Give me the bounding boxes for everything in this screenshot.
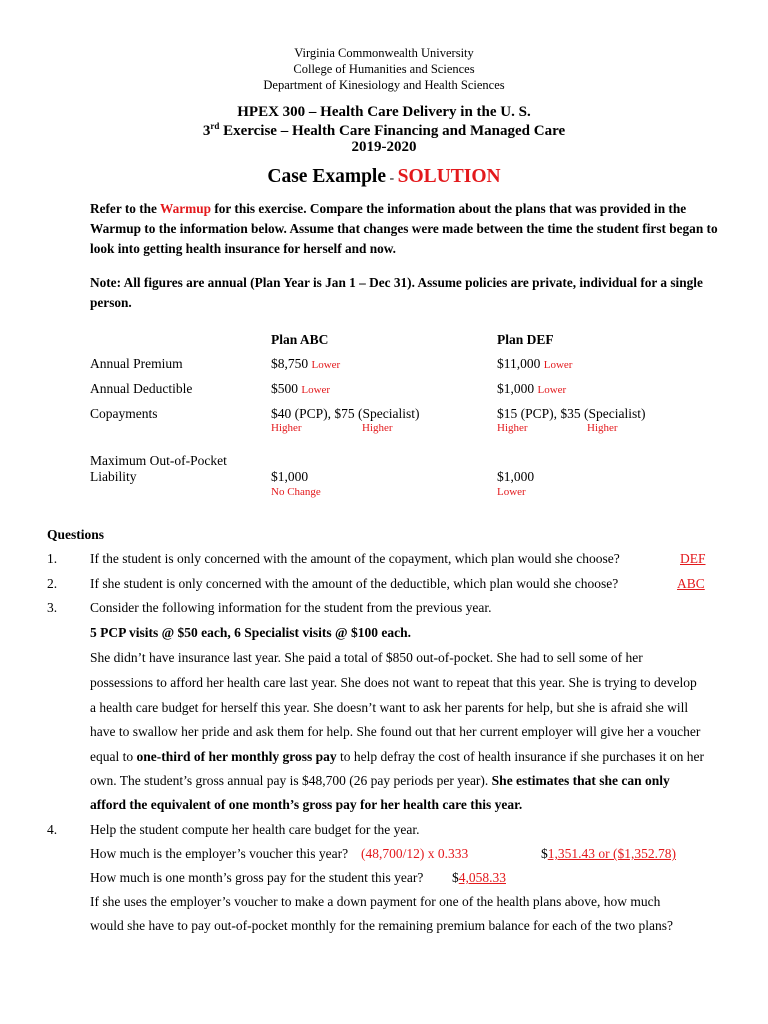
department-name: Department of Kinesiology and Health Sciences bbox=[263, 78, 505, 92]
solution-label: SOLUTION bbox=[397, 166, 501, 187]
def-deductible-value: $1,000 bbox=[497, 381, 535, 396]
q3-line-6-a: own. The student’s gross annual pay is $48,700 (26 pay periods per year). bbox=[90, 773, 492, 788]
plan-abc-header: Plan ABC bbox=[271, 332, 329, 347]
q2-text: If she student is only concerned with the amount of the deductible, which plan would she choose? bbox=[90, 576, 619, 591]
course-title: HPEX 300 – Health Care Delivery in the U. S. bbox=[237, 104, 531, 120]
q3-line-7: afford the equivalent of one month’s gross pay for her health care this year. bbox=[90, 797, 523, 812]
def-premium bbox=[497, 356, 572, 372]
exercise-suffix: rd bbox=[210, 121, 220, 131]
case-title-dash: - bbox=[386, 171, 398, 186]
q3-line-4: have to swallow her pride and ask them for help. She found out that her current employer will give her a voucher bbox=[90, 724, 701, 739]
intro-text-a: Refer to the bbox=[90, 201, 161, 216]
q4b-answer bbox=[452, 870, 506, 886]
q4a-calculation: (48,700/12) x 0.333 bbox=[361, 846, 469, 861]
case-title bbox=[0, 166, 768, 188]
def-max-oop-value: $1,000 bbox=[497, 469, 535, 484]
q4a-answer-value: 1,351.43 or ($1,352.78) bbox=[547, 846, 676, 861]
university-name: Virginia Commonwealth University bbox=[294, 46, 474, 60]
intro-paragraph bbox=[90, 199, 730, 259]
warmup-link[interactable]: Warmup bbox=[160, 201, 212, 216]
q4b-dollar-sign: $ bbox=[452, 870, 459, 885]
def-copayments-value: $15 (PCP), $35 (Specialist) bbox=[497, 406, 646, 421]
abc-pcp-note: Higher bbox=[271, 422, 302, 434]
row-label-copayments: Copayments bbox=[90, 406, 158, 421]
plan-def-header: Plan DEF bbox=[497, 332, 554, 347]
q1-number: 1. bbox=[47, 551, 58, 566]
q2-number: 2. bbox=[47, 576, 58, 591]
q3-line-3: a health care budget for herself this year. She doesn’t want to ask her parents for help, but she is afraid she will bbox=[90, 700, 689, 715]
q3-line-5-bold: one-third of her monthly gross pay bbox=[136, 749, 337, 764]
abc-max-oop-value: $1,000 bbox=[271, 469, 309, 484]
academic-year: 2019-2020 bbox=[351, 139, 417, 155]
q3-line-5 bbox=[90, 749, 704, 765]
q4b-answer-value: 4,058.33 bbox=[458, 870, 506, 885]
row-label-max-oop-2: Liability bbox=[90, 469, 137, 484]
q3-line-6-bold: She estimates that she can only bbox=[491, 773, 670, 788]
q1-text: If the student is only concerned with the amount of the copayment, which plan would she choose? bbox=[90, 551, 620, 566]
row-label-deductible: Annual Deductible bbox=[90, 381, 193, 396]
abc-deductible bbox=[271, 381, 330, 397]
q3-line-6 bbox=[90, 773, 670, 789]
abc-specialist-note: Higher bbox=[362, 422, 393, 434]
abc-premium bbox=[271, 356, 340, 372]
abc-premium-value: $8,750 bbox=[271, 356, 309, 371]
def-specialist-note: Higher bbox=[587, 422, 618, 434]
q3-line-5-a: equal to bbox=[90, 749, 137, 764]
q3-line-5-b: to help defray the cost of health insurance if she purchases it on her bbox=[336, 749, 705, 764]
case-title-main: Case Example bbox=[267, 166, 386, 187]
q3-visits: 5 PCP visits @ $50 each, 6 Specialist visits @ $100 each. bbox=[90, 625, 411, 640]
q4a-answer bbox=[541, 846, 676, 862]
exercise-number: 3 bbox=[202, 123, 211, 139]
q4a-text: How much is the employer’s voucher this year? bbox=[90, 846, 349, 861]
def-deductible bbox=[497, 381, 566, 397]
def-premium-note: Lower bbox=[543, 359, 573, 371]
questions-heading: Questions bbox=[47, 527, 105, 542]
college-name: College of Humanities and Sciences bbox=[293, 62, 475, 76]
def-max-oop-note: Lower bbox=[497, 486, 526, 498]
def-pcp-note: Higher bbox=[497, 422, 528, 434]
abc-max-oop-note: No Change bbox=[271, 486, 321, 498]
exercise-name: Exercise – Health Care Financing and Managed Care bbox=[219, 123, 566, 139]
abc-deductible-note: Lower bbox=[301, 384, 331, 396]
row-label-max-oop-1: Maximum Out-of-Pocket bbox=[90, 453, 227, 468]
q3-line-2: possessions to afford her health care last year. She does not want to repeat that this year. She is trying to develop bbox=[90, 675, 697, 690]
q3-line-1: She didn’t have insurance last year. She paid a total of $850 out-of-pocket. She had to sell some of her bbox=[90, 650, 643, 665]
row-label-premium: Annual Premium bbox=[90, 356, 183, 371]
q3-number: 3. bbox=[47, 600, 58, 615]
def-premium-value: $11,000 bbox=[497, 356, 541, 371]
q4-number: 4. bbox=[47, 822, 58, 837]
q4-text: Help the student compute her health care budget for the year. bbox=[90, 822, 420, 837]
abc-premium-note: Lower bbox=[311, 359, 341, 371]
abc-copayments-value: $40 (PCP), $75 (Specialist) bbox=[271, 406, 420, 421]
abc-deductible-value: $500 bbox=[271, 381, 298, 396]
q4c-line-1: If she uses the employer’s voucher to make a down payment for one of the health plans above, how much bbox=[90, 894, 661, 909]
exercise-title bbox=[0, 121, 768, 140]
q4a-dollar-sign: $ bbox=[541, 846, 548, 861]
note-paragraph: Note: All figures are annual (Plan Year is Jan 1 – Dec 31). Assume policies are private, individual for a single person. bbox=[90, 275, 703, 310]
q4b-text: How much is one month’s gross pay for the student this year? bbox=[90, 870, 424, 885]
q4c-line-2: would she have to pay out-of-pocket monthly for the remaining premium balance for each of the two plans? bbox=[90, 918, 673, 933]
q1-answer: DEF bbox=[680, 551, 706, 566]
intro-text-b: for this exercise. Compare the information about the plans that was provided in the Warmup to the information below. Assume that changes were made between the time the student first began to look into getting health insurance for herself and now. bbox=[90, 201, 718, 256]
q2-answer: ABC bbox=[677, 576, 705, 591]
def-deductible-note: Lower bbox=[537, 384, 567, 396]
q3-text: Consider the following information for the student from the previous year. bbox=[90, 600, 492, 615]
